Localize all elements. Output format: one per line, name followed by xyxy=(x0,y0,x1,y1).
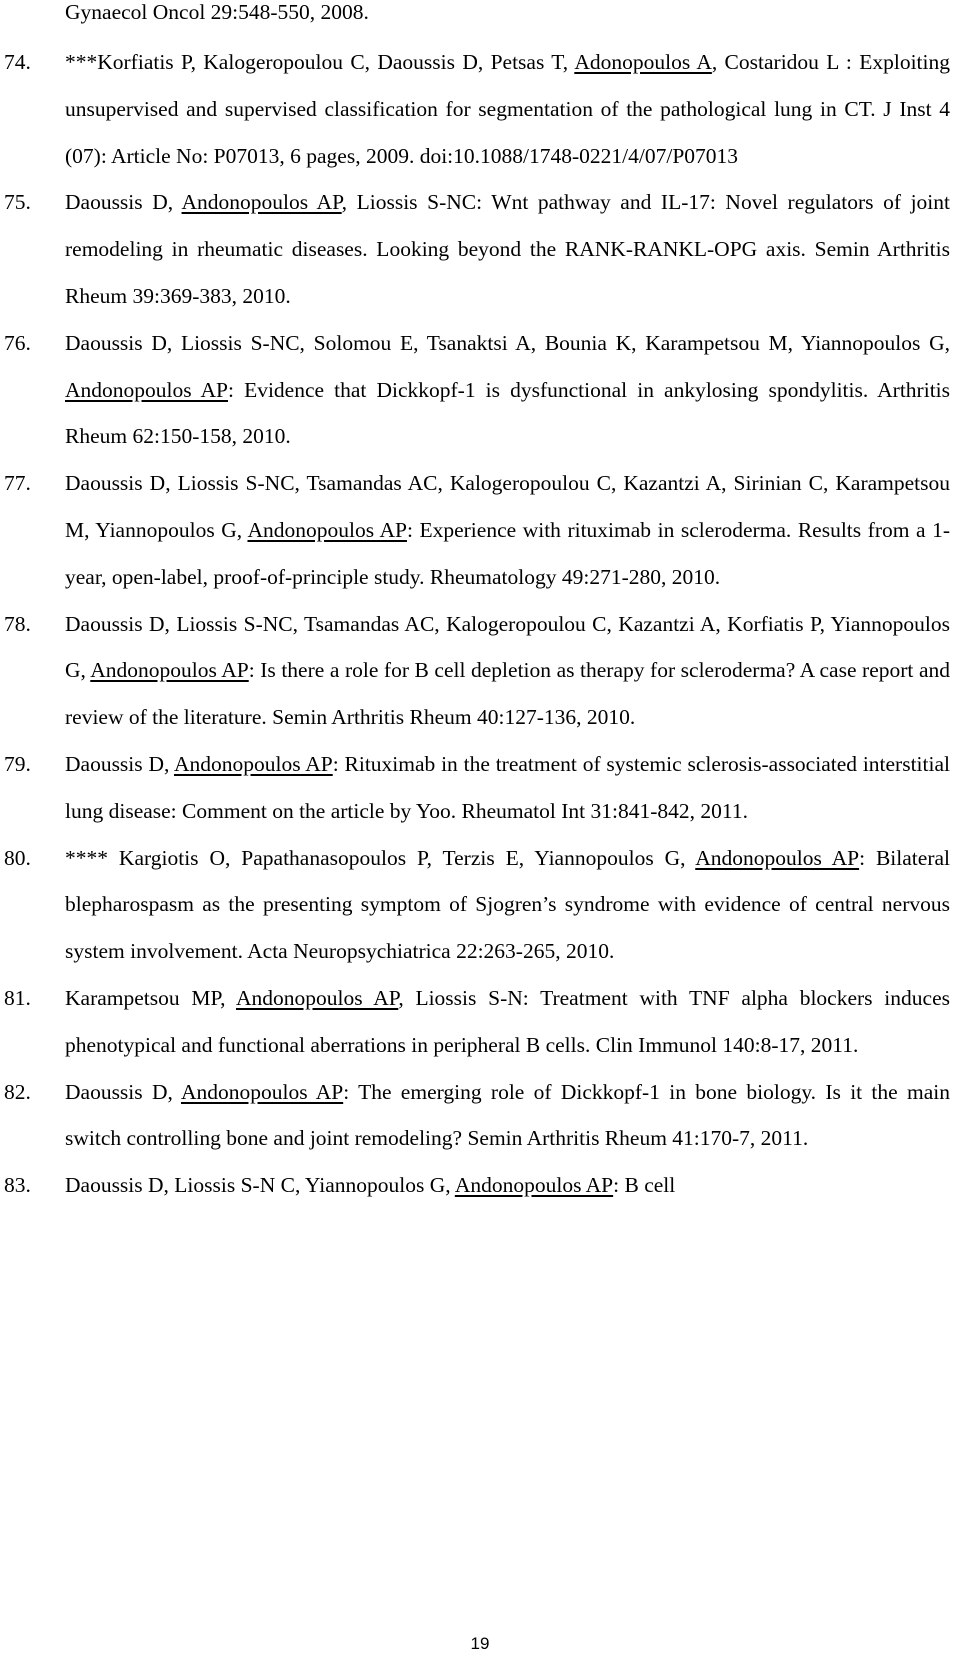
underlined-author: Andonopoulos AP xyxy=(180,1079,344,1104)
underlined-author: Andonopoulos AP xyxy=(181,190,342,215)
reference-number: 78. xyxy=(4,611,31,636)
reference-text: , Liossis S-N: Treatment with TNF alpha blockers induces phenotypical and functional aberrations in peripheral B cells. Clin Immunol 140:8-17, 2011. xyxy=(65,985,950,1057)
underlined-author: Andonopoulos AP xyxy=(695,845,860,870)
reference-item xyxy=(0,835,950,975)
reference-authors: Karampetsou MP, xyxy=(65,985,237,1010)
reference-number: 82. xyxy=(4,1079,31,1104)
reference-number: 76. xyxy=(4,330,31,355)
reference-authors: Daoussis D, xyxy=(65,190,182,215)
reference-item xyxy=(0,179,950,319)
reference-authors: Daoussis D, Liossis S-N C, Yiannopoulos G, xyxy=(65,1173,455,1198)
reference-text: : Bilateral blepharospasm as the presenting symptom of Sjogren’s syndrome with evidence of central nervous system involvement. Acta Neuropsychiatrica 22:263-265, 2010. xyxy=(65,845,950,964)
underlined-author: Andonopoulos AP xyxy=(65,377,229,402)
reference-text: : Evidence that Dickkopf-1 is dysfunctional in ankylosing spondylitis. Arthritis Rheum 62:150-158, 2010. xyxy=(65,377,951,449)
reference-text: , Liossis S-NC: Wnt pathway and IL-17: Novel regulators of joint remodeling in rheumatic diseases. Looking beyond the RANK-RANKL-OPG axis. Semin Arthritis Rheum 39:369-383, 2010. xyxy=(65,190,950,308)
page-number: 19 xyxy=(470,1634,490,1653)
reference-item xyxy=(0,1069,950,1163)
reference-item xyxy=(0,975,950,1069)
reference-number: 74. xyxy=(4,50,31,74)
reference-item xyxy=(0,460,950,600)
reference-number: 80. xyxy=(4,845,31,870)
reference-text: , Costaridou L : Exploiting unsupervised and supervised classification for segmentation of the pathological lung in CT. J Inst 4 (07): Article No: P07013, 6 pages, 2009. doi:10.1088/1748-0221/4/07/P07013 xyxy=(65,50,950,168)
reference-number: 83. xyxy=(4,1173,31,1198)
reference-authors: **** Kargiotis O, Papathanasopoulos P, Terzis E, Yiannopoulos G, xyxy=(65,845,696,870)
underlined-author: Andonopoulos AP xyxy=(90,658,249,683)
reference-authors: Daoussis D, Liossis S-NC, Tsamandas AC, Kalogeropoulou C, Kazantzi A, Korfiatis P, Yiannopoulos G, xyxy=(65,611,950,683)
reference-number: 75. xyxy=(4,190,31,215)
reference-authors: Daoussis D, Liossis S-NC, Solomou E, Tsanaktsi A, Bounia K, Karampetsou M, Yiannopoulos G, xyxy=(65,330,950,355)
underlined-author: Andonopoulos AP xyxy=(173,751,333,776)
reference-number: 77. xyxy=(4,471,31,496)
reference-number: 79. xyxy=(4,751,31,776)
underlined-author: Adonopoulos A xyxy=(574,50,712,74)
underlined-author: Andonopoulos AP xyxy=(247,517,407,542)
reference-item xyxy=(0,1162,950,1209)
reference-text: : B cell xyxy=(613,1173,676,1198)
reference-item xyxy=(0,39,950,179)
reference-item xyxy=(0,320,950,460)
reference-item xyxy=(0,601,950,741)
reference-text: : Rituximab in the treatment of systemic sclerosis-associated interstitial lung disease: Comment on the article by Yoo. Rheumatol Int 31:841-842, 2011. xyxy=(65,751,950,823)
reference-list xyxy=(0,39,960,1209)
reference-number: 81. xyxy=(4,985,31,1010)
reference-authors: Daoussis D, xyxy=(65,1079,181,1104)
reference-text: : The emerging role of Dickkopf-1 in bone biology. Is it the main switch controlling bone and joint remodeling? Semin Arthritis Rheum 41:170-7, 2011. xyxy=(65,1079,950,1151)
underlined-author: Andonopoulos AP xyxy=(236,985,399,1010)
reference-item xyxy=(0,741,950,835)
reference-text: : Is there a role for B cell depletion as therapy for scleroderma? A case report and review of the literature. Semin Arthritis Rheum 40:127-136, 2010. xyxy=(65,658,950,730)
previous-reference-continuation: Gynaecol Oncol 29:548-550, 2008. xyxy=(65,0,369,24)
underlined-author: Andonopoulos AP xyxy=(454,1173,614,1198)
reference-authors: ***Korfiatis P, Kalogeropoulou C, Daoussis D, Petsas T, xyxy=(65,50,575,74)
reference-text: : Experience with rituximab in scleroderma. Results from a 1-year, open-label, proof-of-principle study. Rheumatology 49:271-280, 2010. xyxy=(65,517,951,589)
reference-authors: Daoussis D, xyxy=(65,751,174,776)
reference-authors: Daoussis D, Liossis S-NC, Tsamandas AC, Kalogeropoulou C, Kazantzi A, Sirinian C, Karampetsou M, Yiannopoulos G, xyxy=(65,471,950,542)
